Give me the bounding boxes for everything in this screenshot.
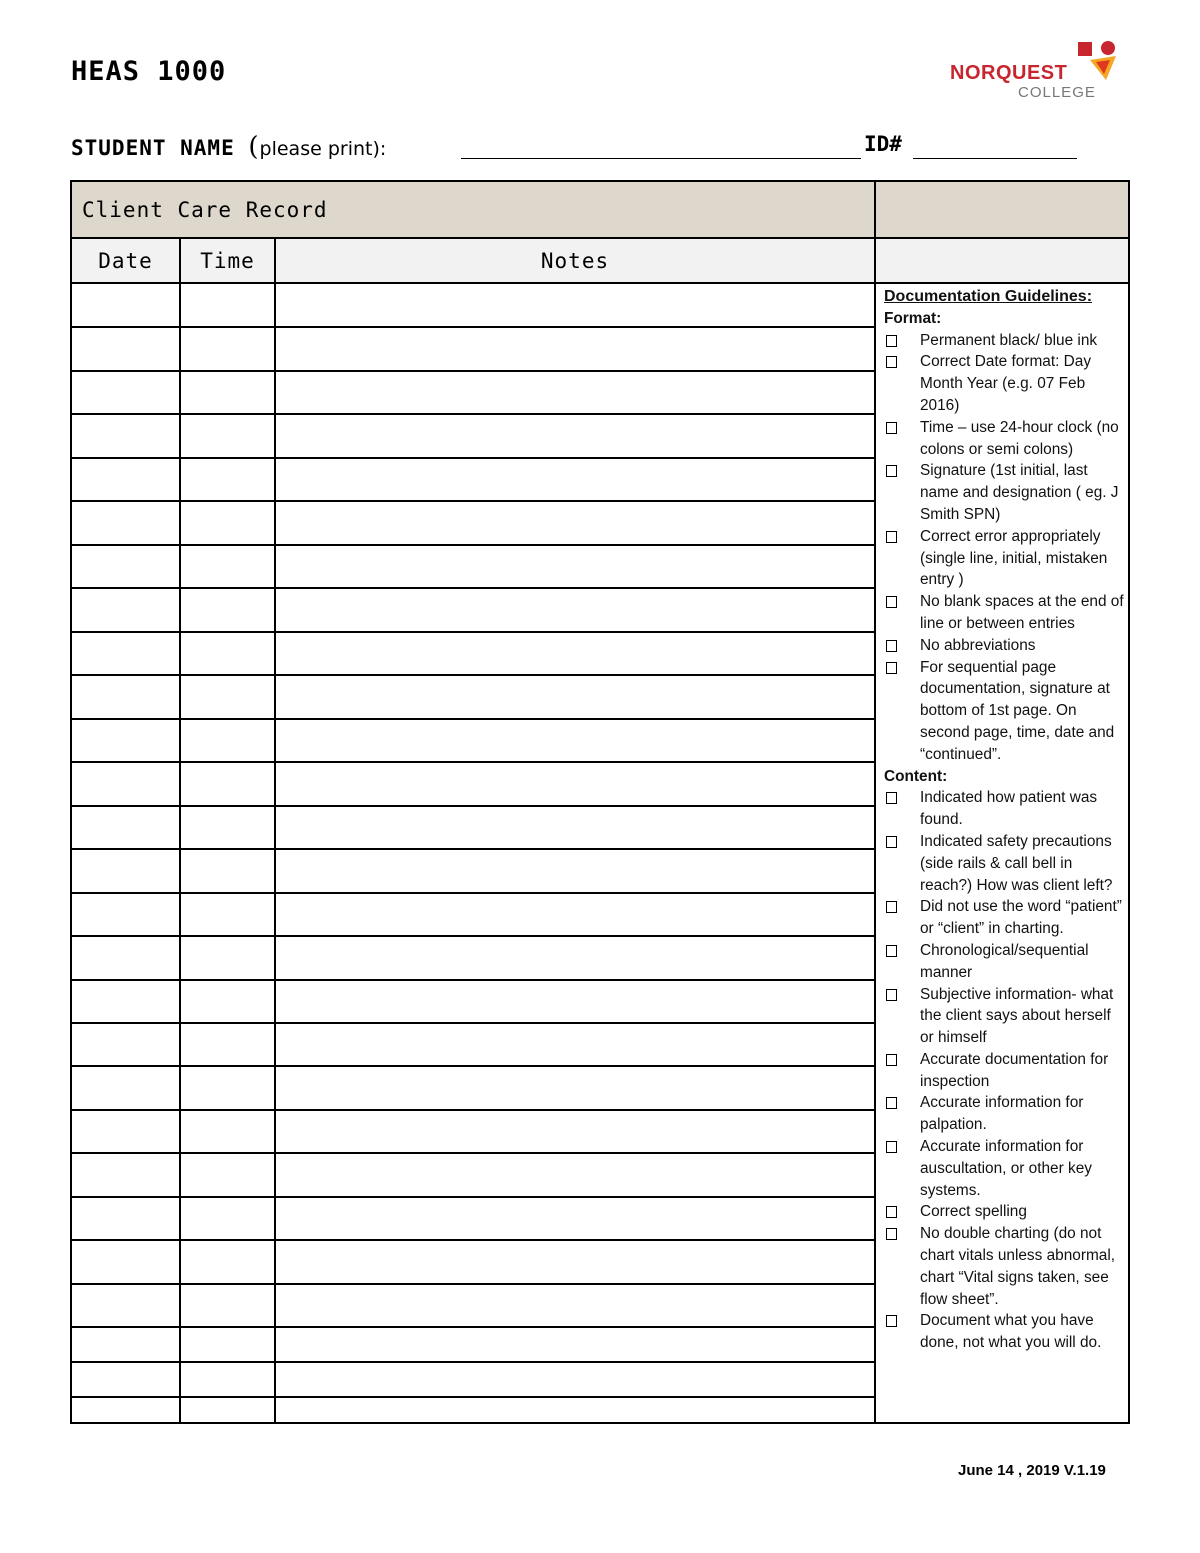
guideline-text: Did not use the word “patient” or “client” in charting. [920, 898, 1122, 938]
guideline-item [884, 1201, 1124, 1223]
checkbox-icon[interactable] [886, 596, 897, 608]
guideline-text: No blank spaces at the end of line or between entries [920, 593, 1124, 632]
guideline-item [884, 984, 1124, 1049]
entry-row-line [72, 1196, 874, 1198]
student-name-label: STUDENT NAME (please print): [71, 132, 387, 162]
guideline-text: Permanent black/ blue ink [920, 331, 1098, 349]
entry-row-line [72, 1239, 874, 1241]
guideline-item [884, 351, 1124, 416]
guideline-text: Indicated how patient was found. [920, 789, 1098, 829]
column-header-notes: Notes [276, 239, 874, 284]
entry-row-line [72, 718, 874, 720]
entry-row-line [72, 326, 874, 328]
guideline-text: Document what you have done, not what you will do. [920, 1312, 1102, 1352]
guideline-item [884, 526, 1124, 591]
guideline-text: Chronological/sequential manner [920, 941, 1089, 981]
checkbox-icon[interactable] [886, 792, 897, 804]
checkbox-icon[interactable] [886, 945, 897, 957]
entry-row-line [72, 1326, 874, 1328]
id-label: ID# [864, 132, 902, 156]
entry-row-line [72, 1065, 874, 1067]
checkbox-icon[interactable] [886, 422, 897, 434]
norquest-logo [946, 40, 1126, 106]
checkbox-icon[interactable] [886, 1315, 897, 1327]
guideline-text: No double charting (do not chart vitals unless abnormal, chart “Vital signs taken, see flow sheet”. [920, 1225, 1116, 1308]
entry-row-line [72, 1396, 874, 1398]
entry-row-line [72, 544, 874, 546]
entry-row-line [72, 848, 874, 850]
documentation-guidelines [884, 286, 1124, 1354]
header-divider [874, 182, 876, 239]
guideline-item [884, 1049, 1124, 1093]
logo-wordmark: NORQUEST [950, 62, 1068, 84]
entry-row-line [72, 805, 874, 807]
column-header-time: Time [181, 239, 274, 284]
guideline-text: Correct error appropriately (single line, initial, mistaken entry ) [920, 527, 1108, 589]
client-care-record-form [70, 180, 1130, 1424]
guideline-text: For sequential page documentation, signature at bottom of 1st page. On second page, time, date and “continued”. [920, 658, 1115, 763]
guideline-item [884, 460, 1124, 525]
entry-row-line [72, 631, 874, 633]
guideline-item [884, 417, 1124, 461]
guideline-item [884, 330, 1124, 352]
logo-subtitle: COLLEGE [1018, 84, 1096, 101]
entry-row-line [72, 587, 874, 589]
checkbox-icon[interactable] [886, 335, 897, 347]
entry-row-line [72, 935, 874, 937]
student-info-line [71, 128, 1081, 164]
entry-row-line [72, 1152, 874, 1154]
checkbox-icon[interactable] [886, 1097, 897, 1109]
guideline-item [884, 787, 1124, 831]
column-divider-date [179, 239, 181, 1424]
format-heading: Format: [884, 309, 942, 327]
guideline-item [884, 1223, 1124, 1310]
form-header [72, 182, 1128, 239]
checkbox-icon[interactable] [886, 662, 897, 674]
entry-row-line [72, 457, 874, 459]
entry-row-line [72, 1361, 874, 1363]
entry-row-line [72, 674, 874, 676]
checkbox-icon[interactable] [886, 901, 897, 913]
entry-row-line [72, 1022, 874, 1024]
student-id-field[interactable] [913, 158, 1077, 159]
guideline-item [884, 896, 1124, 940]
entry-row-line [72, 892, 874, 894]
guideline-text: Accurate documentation for inspection [920, 1050, 1109, 1090]
guideline-item [884, 1092, 1124, 1136]
form-title: Client Care Record [82, 198, 328, 222]
checkbox-icon[interactable] [886, 1141, 897, 1153]
checkbox-icon[interactable] [886, 836, 897, 848]
entry-row-line [72, 1283, 874, 1285]
guidelines-title: Documentation Guidelines: [884, 288, 1093, 305]
entry-row-line [72, 370, 874, 372]
column-divider-notes [874, 239, 876, 1424]
checkbox-icon[interactable] [886, 640, 897, 652]
guideline-item [884, 940, 1124, 984]
checkbox-icon[interactable] [886, 465, 897, 477]
entry-row-line [72, 413, 874, 415]
guideline-text: Accurate information for palpation. [920, 1094, 1084, 1134]
guideline-text: Signature (1st initial, last name and designation ( eg. J Smith SPN) [920, 462, 1119, 523]
entry-row-line [72, 979, 874, 981]
checkbox-icon[interactable] [886, 1206, 897, 1218]
guideline-item [884, 1136, 1124, 1201]
guideline-text: Correct Date format: Day Month Year (e.g. 07 Feb 2016) [920, 353, 1092, 414]
checkbox-icon[interactable] [886, 1054, 897, 1066]
format-checklist [884, 330, 1124, 766]
content-checklist [884, 787, 1124, 1354]
guideline-item [884, 657, 1124, 766]
checkbox-icon[interactable] [886, 356, 897, 368]
guideline-text: Accurate information for auscultation, or other key systems. [920, 1138, 1092, 1199]
guideline-text: Correct spelling [920, 1203, 1027, 1221]
student-name-field[interactable] [461, 158, 861, 159]
version-footer: June 14 , 2019 V.1.19 [958, 1462, 1106, 1479]
guideline-text: Indicated safety precautions (side rails & call bell in reach?) How was client left? [920, 832, 1113, 894]
guideline-item [884, 635, 1124, 657]
guideline-item [884, 831, 1124, 896]
guideline-text: Time – use 24-hour clock (no colons or semi colons) [920, 418, 1119, 458]
entry-row-line [72, 500, 874, 502]
column-header-date: Date [72, 239, 179, 284]
guideline-text: No abbreviations [920, 636, 1036, 654]
column-header-guidelines [876, 239, 1128, 284]
entry-row-line [72, 761, 874, 763]
entry-row-line [72, 1109, 874, 1111]
guideline-item [884, 1310, 1124, 1354]
guideline-item [884, 591, 1124, 635]
checkbox-icon[interactable] [886, 531, 897, 543]
guideline-text: Subjective information- what the client says about herself or himself [920, 985, 1114, 1047]
logo-mark-icon [1076, 40, 1120, 84]
checkbox-icon[interactable] [886, 989, 897, 1001]
checkbox-icon[interactable] [886, 1228, 897, 1240]
column-divider-time [274, 239, 276, 1424]
content-heading: Content: [884, 767, 948, 785]
course-title: HEAS 1000 [71, 56, 227, 87]
